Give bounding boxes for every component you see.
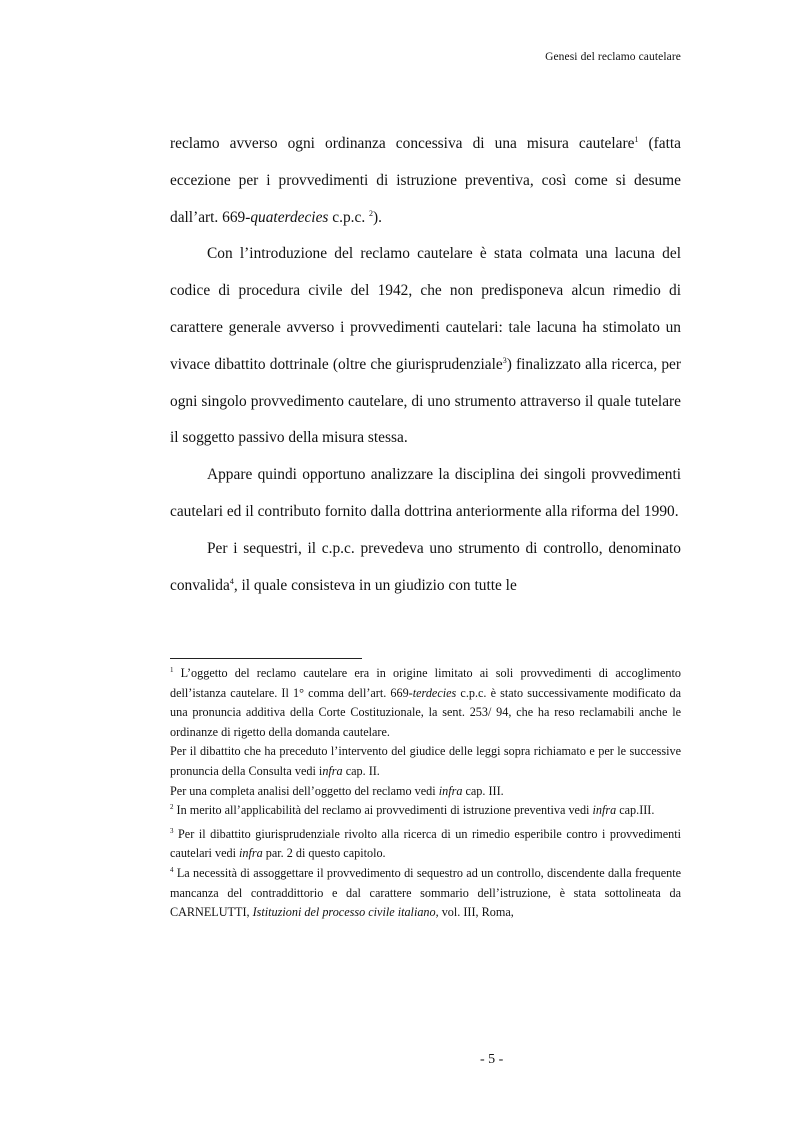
footnote-3: $^3$ Per il dibattito giurisprudenziale rivolto alla ricerca di un rimedio esperibile contro i provvedimenti cautelari vedi infra par. 2 di questo capitolo. bbox=[170, 826, 681, 861]
footnote-ref[interactable]: 1 bbox=[634, 135, 639, 144]
footnote-separator bbox=[170, 658, 362, 659]
footnote-ref[interactable]: 3 bbox=[502, 355, 507, 365]
footnote-1: $^1$ L’oggetto del reclamo cautelare era in origine limitato ai soli provvedimenti di accoglimento dell’istanza cautelare. Il 1° comma dell’art. 669-terdecies c.p.c. è stato successivamente modificato da una pronuncia additiva della Corte Costituzionale, la sent. 253/ 94, che ha reso reclamabili anche le ordinanze di rigetto della domanda cautelare. bbox=[170, 666, 681, 739]
paragraph: Con l’introduzione del reclamo cautelare è stata colmata una lacuna del codice di procedura civile del 1942, che non predisponeva alcun rimedio di carattere generale avverso i provvedimenti cautelari: tale lacuna ha stimolato un vivace dibattito dottrinale (oltre che giurisprudenziale$^3$) finalizzato alla ricerca, per ogni singolo provvedimento cautelare, di uno strumento attraverso il quale tutelare il soggetto passivo della misura stessa. bbox=[170, 245, 682, 447]
footnote-1-continued: Per il dibattito che ha preceduto l’intervento del giudice delle leggi sopra richiamato e per le successive pronuncia della Consulta vedi infra cap. II. bbox=[170, 744, 681, 778]
footnote-2: $^2$ In merito all’applicabilità del reclamo ai provvedimenti di istruzione preventiva vedi infra cap.III. bbox=[170, 803, 655, 818]
running-header: Genesi del reclamo cautelare bbox=[545, 51, 681, 63]
footnote-ref[interactable]: 4 bbox=[229, 576, 234, 586]
page-number: - 5 - bbox=[480, 1052, 504, 1067]
main-text bbox=[170, 126, 681, 604]
footnote-ref[interactable]: 2 bbox=[369, 208, 374, 218]
footnote-4: $^4$ La necessità di assoggettare il provvedimento di sequestro ad un controllo, discendente dalla frequente mancanza del contraddittorio e dal carattere sommario dell’istruzione, è stata sottolineata da CARNELUTTI, Istituzioni del processo civile italiano, vol. III, Roma, bbox=[170, 865, 681, 920]
footnotes bbox=[170, 664, 681, 923]
paragraph: reclamo avverso ogni ordinanza concessiva di una misura cautelare$^1$ (fatta eccezione per i provvedimenti di istruzione preventiva, così come si desume dall’art. 669-quaterdecies c.p.c. $^2$). bbox=[170, 135, 681, 226]
footnote-1-continued: Per una completa analisi dell’oggetto del reclamo vedi infra cap. III. bbox=[170, 783, 504, 798]
paragraph: Appare quindi opportuno analizzare la disciplina dei singoli provvedimenti cautelari ed il contributo fornito dalla dottrina anteriormente alla riforma del 1990. bbox=[170, 466, 681, 520]
paragraph: Per i sequestri, il c.p.c. prevedeva uno strumento di controllo, denominato convalida$^4$, il quale consisteva in un giudizio con tutte le bbox=[170, 539, 681, 594]
